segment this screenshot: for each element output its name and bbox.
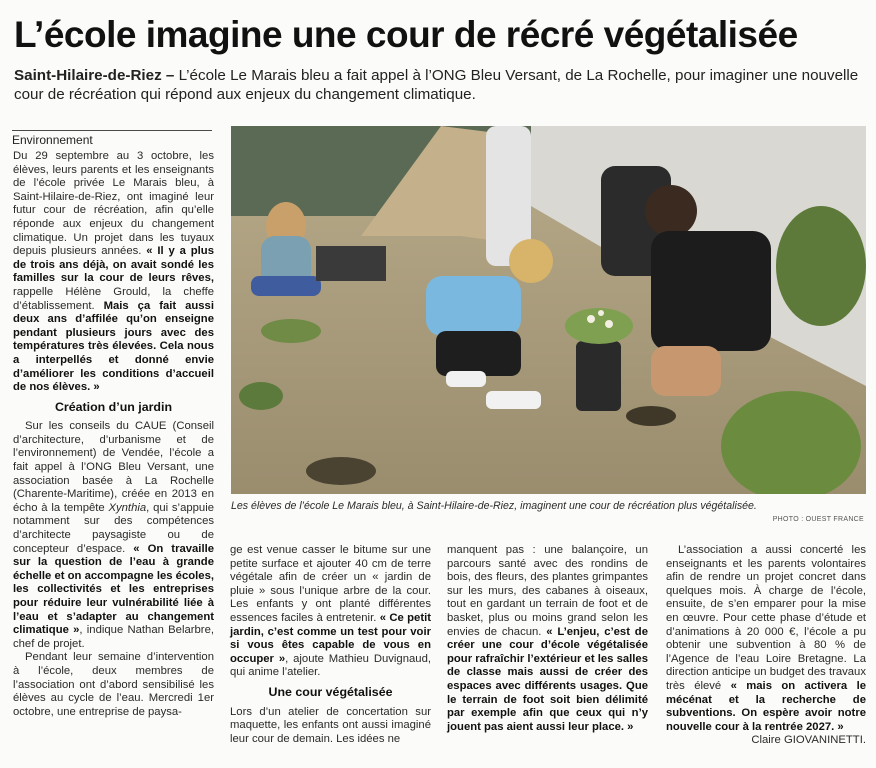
paragraph: Du 29 septembre au 3 octobre, les élèves, leurs parents et les enseignants de l’école privée Le Marais bleu, à Saint-Hilaire-de-Riez, ont imaginé leur futur cour de récréation, afin qu’elle réponde aux enjeux du changement climatique. Un projet dans les tuyaux depuis plusieurs années. « Il y a plus de trois ans déjà, on avait sondé les familles sur la cour de leurs rêves, rappelle Hélène Grould, la cheffe d’établissement. Mais ça fait aussi deux ans d’affilée qu’on enseigne pendant plusieurs jours avec des températures très élevées. Cela nous a interpellés et donné envie d’améliorer les conditions d’accueil de nos élèves. » [13,150,214,394]
paragraph: ge est venue casser le bitume sur une petite surface et ajouter 40 cm de terre végétale afin de créer un « jardin de pluie » sous l’unique arbre de la cour. Les enfants y ont planté différentes essences faciles à entretenir. « Ce petit jardin, c’est comme un test pour voir si vous êtes capable de vous en occuper », ajoute Mathieu Duvignaud, qui anime l’atelier. [230,544,431,679]
headline: L’école imagine une cour de récré végétalisée [14,14,798,55]
lead-text: L’école Le Marais bleu a fait appel à l’ONG Bleu Versant, de La Rochelle, pour imaginer une nouvelle cour de récréation qui répond aux enjeux du changement climatique. [14,67,859,103]
column-1 [13,150,214,719]
column-4 [666,544,866,748]
photo-caption: Les élèves de l’école Le Marais bleu, à Saint-Hilaire-de-Riez, imaginent une cour de récréation plus végétalisée. [231,500,757,512]
section-rubric: Environnement [12,130,212,147]
author-signature: Claire GIOVANINETTI. [751,734,866,747]
paragraph: Sur les conseils du CAUE (Conseil d’architecture, d’urbanisme et de l’environnement) de Vendée, l’école a fait appel à l’ONG Bleu Versant, une association basée à La Rochelle (Charente-Maritime), créée en 2013 en écho à la tempête Xynthia, qui s’appuie notamment sur des compétences d’architecte paysagiste ou de concepteur d’espace. « On travaille sur la question de l’eau à grande échelle et on accompagne les écoles, les collectivités et les entreprises pour réduire leur vulnérabilité liée à l’eau et s’adapter au changement climatique », indique Nathan Belarbre, chef de projet. [13,420,215,650]
paragraph: Lors d’un atelier de concertation sur maquette, les enfants ont aussi imaginé leur cour de demain. Les idées ne [230,705,431,745]
lead-paragraph [14,66,870,104]
article-photo [231,126,866,494]
photo-illustration [231,126,866,494]
paragraph: L’association a aussi concerté les enseignants et les parents volontaires afin de rendre un projet concret dans quelques mois. À charge de l’école, ensuite, de s’en emparer pour la mise en œuvre. Pour cette phase d’étude et d’animations à 20 000 €, l’école a pu obtenir une subvention à 80 % de l’Agence de l’eau Loire Bretagne. La direction anticipe un budget des travaux très élevé « mais on activera le mécénat et la recherche de subventions. On espère avoir notre nouvelle cour à la rentrée 2027. » [666,544,866,733]
column-2 [230,544,431,746]
subheading: Une cour végétalisée [268,684,393,699]
lead-dateline: Saint-Hilaire-de-Riez – [14,67,175,84]
paragraph: manquent pas : une balançoire, un parcours santé avec des rondins de bois, des fleurs, des plantes grimpantes sur les murs, des cabanes à oiseaux, tout en gardant un terrain de foot et de basket, plus ou moins grand selon les envies de chacun. « L’enjeu, c’est de créer une cour d’école végétalisée pour rafraîchir l’extérieur et les salles de classe mais aussi de créer des espaces avec différents usages. Que le terrain de foot soit bien délimité par exemple afin que ceux qui n’y jouent pas aient aussi leur place. » [447,544,648,733]
column-3 [447,544,648,734]
subheading: Création d’un jardin [54,399,173,414]
paragraph: Pendant leur semaine d’intervention à l’école, deux membres de l’association ont d’abord sensibilisé les élèves au cycle de l’eau. Mercredi 1er octobre, une entreprise de paysa- [13,651,214,718]
photo-credit: PHOTO : OUEST FRANCE [772,516,864,523]
